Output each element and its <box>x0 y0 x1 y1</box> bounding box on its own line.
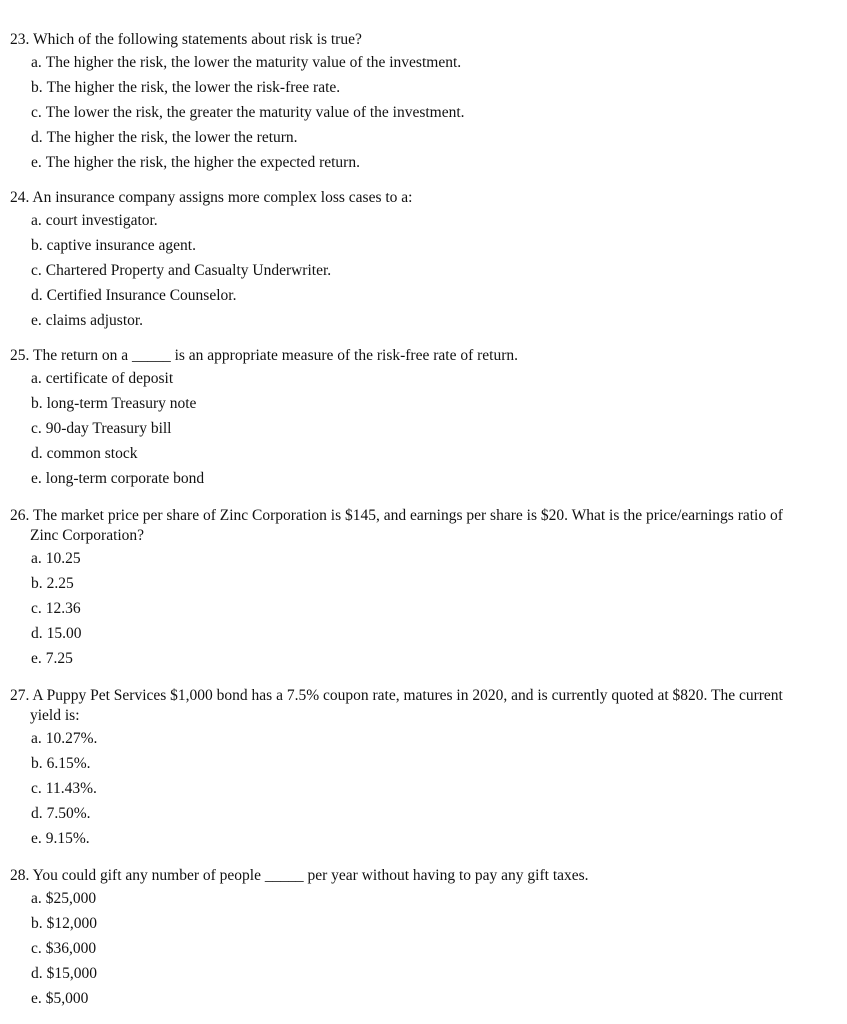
answer-options <box>10 886 810 1011</box>
option-text: certificate of deposit <box>45 370 174 387</box>
answer-option-a <box>31 546 810 571</box>
question-stem: 24. An insurance company assigns more complex loss cases to a: <box>10 189 413 206</box>
option-text: $36,000 <box>45 940 97 957</box>
answer-option-e <box>31 986 810 1011</box>
option-letter: c. <box>31 420 42 437</box>
option-text: $12,000 <box>46 915 97 932</box>
answer-option-b <box>31 391 810 416</box>
answer-option-a <box>31 208 810 233</box>
question-stem: 28. You could gift any number of people _____ per year without having to pay any gift taxes. <box>10 867 589 884</box>
option-letter: b. <box>31 237 43 254</box>
option-text: court investigator. <box>45 212 158 229</box>
question-stem: 27. A Puppy Pet Services $1,000 bond has a 7.5% coupon rate, matures in 2020, and is currently quoted at $820. The current yield is: <box>10 687 783 724</box>
option-letter: e. <box>31 830 42 847</box>
answer-option-e <box>31 150 810 175</box>
question-27 <box>10 686 810 851</box>
option-letter: e. <box>31 990 42 1007</box>
answer-option-a <box>31 886 810 911</box>
answer-option-a <box>31 50 810 75</box>
answer-option-a <box>31 366 810 391</box>
option-text: $25,000 <box>45 890 97 907</box>
option-letter: d. <box>31 129 43 146</box>
answer-option-e <box>31 826 810 851</box>
option-letter: d. <box>31 287 43 304</box>
option-letter: a. <box>31 730 42 747</box>
option-letter: a. <box>31 370 42 387</box>
option-text: The higher the risk, the lower the risk-free rate. <box>46 79 341 96</box>
answer-option-b <box>31 751 810 776</box>
option-text: 11.43%. <box>45 780 97 797</box>
option-text: 90-day Treasury bill <box>45 420 172 437</box>
answer-option-d <box>31 621 810 646</box>
option-text: $15,000 <box>46 965 97 982</box>
answer-option-e <box>31 466 810 491</box>
answer-option-c <box>31 776 810 801</box>
option-letter: b. <box>31 395 43 412</box>
answer-option-d <box>31 801 810 826</box>
question-stem: 23. Which of the following statements about risk is true? <box>10 31 362 48</box>
answer-option-c <box>31 936 810 961</box>
answer-option-a <box>31 726 810 751</box>
option-text: Certified Insurance Counselor. <box>46 287 237 304</box>
answer-option-b <box>31 571 810 596</box>
option-text: 12.36 <box>45 600 81 617</box>
question-25 <box>10 346 810 491</box>
answer-option-d <box>31 441 810 466</box>
question-26 <box>10 506 810 671</box>
option-letter: c. <box>31 262 42 279</box>
option-text: Chartered Property and Casualty Underwriter. <box>45 262 332 279</box>
answer-option-e <box>31 308 810 333</box>
option-letter: d. <box>31 805 43 822</box>
option-letter: d. <box>31 445 43 462</box>
option-letter: a. <box>31 550 42 567</box>
answer-options <box>10 726 810 851</box>
question-stem: 25. The return on a _____ is an appropriate measure of the risk-free rate of return. <box>10 347 519 364</box>
question-28 <box>10 866 810 1011</box>
option-text: 6.15%. <box>46 755 91 772</box>
option-letter: c. <box>31 780 42 797</box>
option-letter: e. <box>31 312 42 329</box>
option-letter: b. <box>31 79 43 96</box>
option-text: The higher the risk, the lower the maturity value of the investment. <box>45 54 462 71</box>
answer-option-c <box>31 596 810 621</box>
option-text: The higher the risk, the lower the return. <box>46 129 298 146</box>
answer-option-d <box>31 961 810 986</box>
answer-options <box>10 208 810 333</box>
option-letter: b. <box>31 755 43 772</box>
option-text: 2.25 <box>46 575 74 592</box>
option-letter: a. <box>31 212 42 229</box>
option-letter: b. <box>31 915 43 932</box>
option-letter: b. <box>31 575 43 592</box>
option-text: claims adjustor. <box>45 312 144 329</box>
answer-option-b <box>31 233 810 258</box>
option-text: 10.25 <box>45 550 81 567</box>
option-text: 9.15%. <box>45 830 90 847</box>
answer-option-c <box>31 100 810 125</box>
option-text: common stock <box>46 445 138 462</box>
answer-option-c <box>31 258 810 283</box>
option-letter: d. <box>31 625 43 642</box>
option-text: The higher the risk, the higher the expected return. <box>45 154 360 171</box>
answer-option-b <box>31 911 810 936</box>
option-text: 7.25 <box>45 650 73 667</box>
option-text: long-term corporate bond <box>45 470 205 487</box>
option-text: long-term Treasury note <box>46 395 197 412</box>
question-24 <box>10 188 810 333</box>
option-letter: d. <box>31 965 43 982</box>
option-letter: e. <box>31 154 42 171</box>
answer-option-b <box>31 75 810 100</box>
option-letter: a. <box>31 890 42 907</box>
option-text: 15.00 <box>46 625 82 642</box>
option-letter: c. <box>31 940 42 957</box>
answer-option-e <box>31 646 810 671</box>
option-text: The lower the risk, the greater the maturity value of the investment. <box>45 104 465 121</box>
question-23 <box>10 30 810 175</box>
answer-option-d <box>31 125 810 150</box>
question-stem: 26. The market price per share of Zinc Corporation is $145, and earnings per share is $20. What is the price/earnings ratio of Zinc Corporation? <box>10 507 783 544</box>
option-letter: c. <box>31 600 42 617</box>
answer-options <box>10 366 810 491</box>
answer-options <box>10 50 810 175</box>
option-text: $5,000 <box>45 990 89 1007</box>
option-text: 7.50%. <box>46 805 91 822</box>
option-text: captive insurance agent. <box>46 237 196 254</box>
option-letter: c. <box>31 104 42 121</box>
answer-option-c <box>31 416 810 441</box>
option-text: 10.27%. <box>45 730 98 747</box>
answer-option-d <box>31 283 810 308</box>
answer-options <box>10 546 810 671</box>
option-letter: e. <box>31 650 42 667</box>
option-letter: e. <box>31 470 42 487</box>
option-letter: a. <box>31 54 42 71</box>
